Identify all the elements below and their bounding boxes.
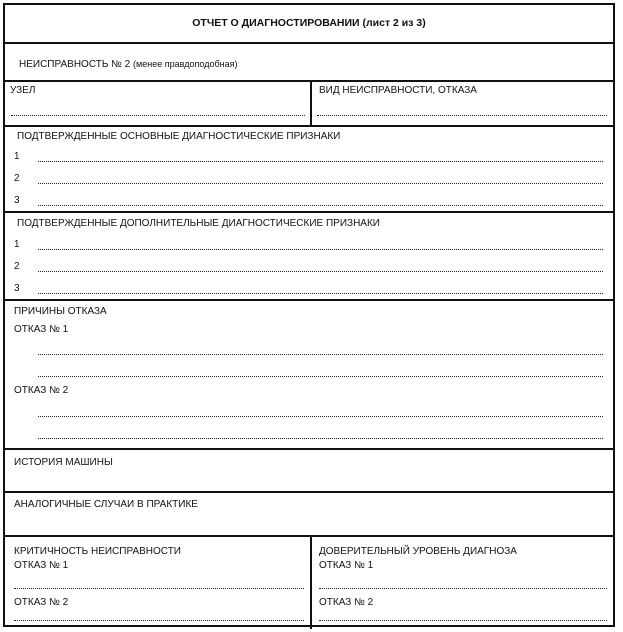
confidence-failure1-label: ОТКАЗ № 1	[319, 560, 374, 571]
extra-signs-heading: ПОДТВЕРЖДЕННЫЕ ДОПОЛНИТЕЛЬНЫЕ ДИАГНОСТИЧЕСКИЕ ПРИЗНАКИ	[17, 218, 380, 229]
fault-type-field[interactable]	[317, 115, 607, 116]
confidence-heading: ДОВЕРИТЕЛЬНЫЙ УРОВЕНЬ ДИАГНОЗА	[319, 546, 517, 557]
fault-heading	[19, 58, 237, 71]
divider-unit	[5, 125, 613, 127]
main-sign-number-3: 3	[14, 195, 20, 206]
causes-failure2-field-2[interactable]	[38, 438, 603, 439]
extra-sign-field-2[interactable]	[38, 271, 603, 272]
causes-failure2-label: ОТКАЗ № 2	[14, 385, 69, 396]
history-label: ИСТОРИЯ МАШИНЫ	[14, 457, 113, 468]
confidence-failure2-label: ОТКАЗ № 2	[319, 597, 374, 608]
causes-failure2-field-1[interactable]	[38, 416, 603, 417]
criticality-failure1-field[interactable]	[14, 588, 304, 589]
divider-causes	[5, 448, 613, 450]
criticality-failure2-field[interactable]	[14, 620, 304, 621]
confidence-failure2-field[interactable]	[319, 620, 607, 621]
similar-label: АНАЛОГИЧНЫЕ СЛУЧАИ В ПРАКТИКЕ	[14, 499, 198, 510]
criticality-failure2-label: ОТКАЗ № 2	[14, 597, 69, 608]
extra-sign-field-1[interactable]	[38, 249, 603, 250]
divider-similar	[5, 535, 613, 537]
extra-sign-field-3[interactable]	[38, 293, 603, 294]
divider-bottom-vertical	[310, 535, 312, 629]
main-sign-number-2: 2	[14, 173, 20, 184]
criticality-heading: КРИТИЧНОСТЬ НЕИСПРАВНОСТИ	[14, 546, 181, 557]
form-title: ОТЧЕТ О ДИАГНОСТИРОВАНИИ (лист 2 из 3)	[192, 17, 426, 29]
fault-label: НЕИСПРАВНОСТЬ № 2	[19, 59, 131, 70]
divider-title	[5, 42, 613, 44]
divider-history	[5, 491, 613, 493]
diagnostic-report-form	[3, 3, 615, 627]
main-sign-number-1: 1	[14, 151, 20, 162]
unit-field[interactable]	[11, 115, 305, 116]
divider-unit-vertical	[310, 80, 312, 125]
extra-sign-number-1: 1	[14, 239, 20, 250]
divider-fault	[5, 80, 613, 82]
main-sign-field-2[interactable]	[38, 183, 603, 184]
divider-extra-signs	[5, 299, 613, 301]
main-sign-field-1[interactable]	[38, 161, 603, 162]
causes-failure1-label: ОТКАЗ № 1	[14, 324, 69, 335]
extra-sign-number-3: 3	[14, 283, 20, 294]
criticality-failure1-label: ОТКАЗ № 1	[14, 560, 69, 571]
confidence-failure1-field[interactable]	[319, 588, 607, 589]
causes-failure1-field-1[interactable]	[38, 354, 603, 355]
extra-sign-number-2: 2	[14, 261, 20, 272]
unit-label: УЗЕЛ	[10, 85, 36, 96]
fault-type-label: ВИД НЕИСПРАВНОСТИ, ОТКАЗА	[319, 85, 477, 96]
main-signs-heading: ПОДТВЕРЖДЕННЫЕ ОСНОВНЫЕ ДИАГНОСТИЧЕСКИЕ ПРИЗНАКИ	[17, 131, 341, 142]
main-sign-field-3[interactable]	[38, 205, 603, 206]
fault-note: (менее правдоподобная)	[133, 59, 238, 69]
divider-main-signs	[5, 211, 613, 213]
causes-heading: ПРИЧИНЫ ОТКАЗА	[14, 306, 107, 317]
causes-failure1-field-2[interactable]	[38, 376, 603, 377]
